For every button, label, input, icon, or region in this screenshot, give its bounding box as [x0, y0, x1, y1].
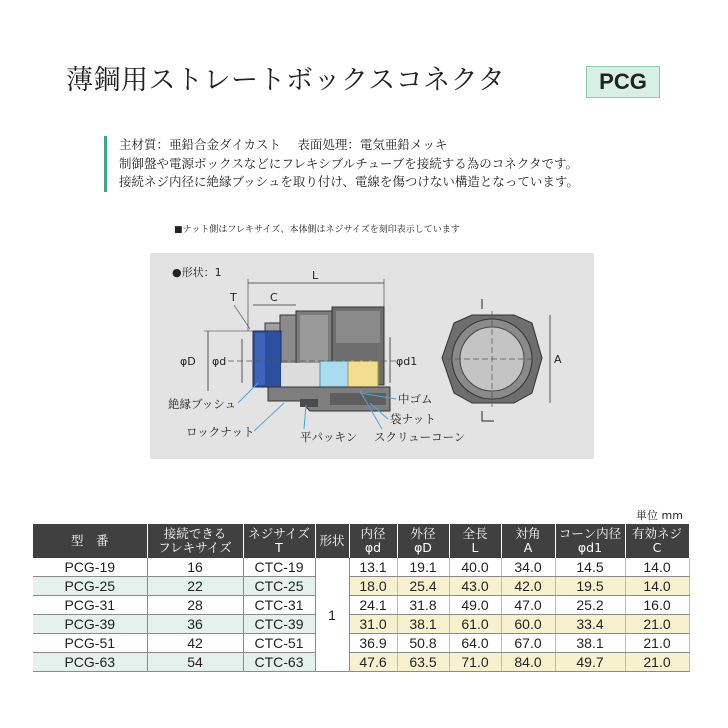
flexi-size-cell: 42 [147, 634, 243, 653]
dim-C-label: C [270, 291, 278, 304]
spec-table [33, 524, 690, 672]
flexi-size-cell: 16 [147, 558, 243, 577]
engraving-note: ■ナット側はフレキサイズ、本体側はネジサイズを刻印表示しています [174, 225, 460, 235]
diagonal-cell: 67.0 [501, 634, 555, 653]
header-line: φd1 [577, 540, 603, 555]
bushing-highlight [255, 333, 265, 385]
outer-diameter-cell: 63.5 [397, 653, 449, 672]
thread-size-cell: CTC-39 [243, 615, 315, 634]
length-cell: 40.0 [449, 558, 501, 577]
flexi-size-cell: 28 [147, 596, 243, 615]
thread-length-cell: 16.0 [625, 596, 689, 615]
length-cell: 61.0 [449, 615, 501, 634]
packing [300, 399, 318, 407]
callout-packing: 平パッキン [300, 430, 358, 444]
table-row [33, 615, 689, 634]
product-code-badge: PCG [586, 66, 660, 98]
cap-nut-lower [330, 393, 386, 405]
cone-inner-cell: 25.2 [555, 596, 625, 615]
description-line: 主材質：亜鉛合金ダイカスト 表面処理：電気亜鉛メッキ [119, 137, 448, 152]
thread-length-cell: 14.0 [625, 558, 689, 577]
cross-section-figure [150, 253, 594, 459]
inner-diameter-cell: 13.1 [349, 558, 397, 577]
callout-bushing-leader [238, 383, 258, 403]
callout-locknut: ロックナット [186, 425, 255, 439]
inner-bore [281, 363, 321, 387]
diagonal-cell: 47.0 [501, 596, 555, 615]
outer-diameter-cell: 31.8 [397, 596, 449, 615]
table-row [33, 558, 689, 577]
thread-size-cell: CTC-31 [243, 596, 315, 615]
outer-diameter-cell: 38.1 [397, 615, 449, 634]
model-cell: PCG-25 [33, 577, 147, 596]
length-cell: 43.0 [449, 577, 501, 596]
header-diagonal [501, 524, 555, 558]
thread-size-cell: CTC-51 [243, 634, 315, 653]
dim-T-leader [234, 305, 250, 329]
thread-length-cell: 14.0 [625, 577, 689, 596]
header-cone-inner [555, 524, 625, 558]
header-line: L [471, 540, 479, 555]
callout-bushing: 絶縁ブッシュ [168, 397, 236, 411]
thread-size-cell: CTC-19 [243, 558, 315, 577]
outer-diameter-cell: 25.4 [397, 577, 449, 596]
callout-locknut-leader [254, 403, 284, 431]
inner-diameter-cell: 18.0 [349, 577, 397, 596]
header-line: A [523, 540, 533, 555]
description-block [104, 136, 579, 192]
model-cell: PCG-63 [33, 653, 147, 672]
table-row [33, 634, 689, 653]
cone-inner-cell: 49.7 [555, 653, 625, 672]
dim-T-label: T [230, 291, 237, 304]
header-line: φD [414, 540, 432, 555]
header-line: コーン内径 [558, 526, 622, 541]
shape-label: ●形状：1 [172, 266, 222, 279]
header-thread-length [625, 524, 689, 558]
thread-length-cell: 21.0 [625, 615, 689, 634]
inner-diameter-cell: 31.0 [349, 615, 397, 634]
connector-drawing [150, 253, 594, 459]
diagonal-cell: 60.0 [501, 615, 555, 634]
page-title: 薄鋼用ストレートボックスコネクタ [66, 65, 506, 96]
outer-diameter-cell: 50.8 [397, 634, 449, 653]
model-cell: PCG-19 [33, 558, 147, 577]
section-arrow-bottom [482, 411, 494, 421]
table-header-row [33, 524, 689, 558]
header-outer-diameter [397, 524, 449, 558]
table-row [33, 596, 689, 615]
callout-cone: スクリューコーン [374, 430, 466, 444]
header-line: 接続できる [163, 526, 227, 541]
header-line: C [652, 540, 662, 555]
header-line: ネジサイズ [248, 526, 310, 541]
length-cell: 71.0 [449, 653, 501, 672]
dim-phid-label: φd [212, 355, 227, 368]
inner-diameter-cell: 36.9 [349, 634, 397, 653]
diagonal-cell: 34.0 [501, 558, 555, 577]
header-line: 有効ネジ [631, 526, 682, 541]
dim-L-label: L [312, 269, 319, 282]
outer-diameter-cell: 19.1 [397, 558, 449, 577]
model-cell: PCG-39 [33, 615, 147, 634]
header-flexi [147, 524, 243, 558]
model-cell: PCG-31 [33, 596, 147, 615]
cone-inner-cell: 38.1 [555, 634, 625, 653]
dim-phiD-label: φD [180, 355, 196, 368]
header-line: T [275, 540, 283, 555]
table-row [33, 577, 689, 596]
model-cell: PCG-51 [33, 634, 147, 653]
thread-length-cell: 21.0 [625, 634, 689, 653]
header-shape: 形状 [315, 524, 349, 558]
header-line: 内径 [360, 526, 386, 541]
header-line: φd [364, 540, 382, 555]
callout-cap-nut: 袋ナット [390, 412, 436, 426]
header-length [449, 524, 501, 558]
header-line: 外径 [410, 526, 436, 541]
flexi-size-cell: 54 [147, 653, 243, 672]
header-inner-diameter [349, 524, 397, 558]
diagonal-cell: 42.0 [501, 577, 555, 596]
unit-label: 単位 mm [636, 509, 683, 522]
header-line: フレキサイズ [158, 540, 232, 555]
thread-size-cell: CTC-63 [243, 653, 315, 672]
description-line: 接続ネジ内径に絶縁ブッシュを取り付け、電線を傷つけない構造となっています。 [119, 174, 579, 189]
thread-length-cell: 21.0 [625, 653, 689, 672]
table-row [33, 653, 689, 672]
diagonal-cell: 84.0 [501, 653, 555, 672]
header-line: 全長 [462, 526, 488, 541]
dim-phid1-label: φd1 [396, 355, 418, 368]
flexi-size-cell: 22 [147, 577, 243, 596]
cone-inner-cell: 14.5 [555, 558, 625, 577]
callout-rubber: 中ゴム [398, 392, 433, 406]
inner-diameter-cell: 47.6 [349, 653, 397, 672]
shape-cell: 1 [315, 558, 349, 672]
inner-diameter-cell: 24.1 [349, 596, 397, 615]
thread-size-cell: CTC-25 [243, 577, 315, 596]
dim-A-label: A [554, 353, 562, 366]
length-cell: 49.0 [449, 596, 501, 615]
body-hex-upper [336, 311, 380, 343]
flexi-size-cell: 36 [147, 615, 243, 634]
cone-inner-cell: 33.4 [555, 615, 625, 634]
header-line: 対角 [515, 526, 541, 541]
description-line: 制御盤や電源ボックスなどにフレキシブルチューブを接続する為のコネクタです。 [119, 155, 579, 171]
callout-packing-leader [304, 405, 306, 429]
cone-inner-cell: 19.5 [555, 577, 625, 596]
header-model: 型 番 [33, 524, 147, 558]
length-cell: 64.0 [449, 634, 501, 653]
header-thread [243, 524, 315, 558]
